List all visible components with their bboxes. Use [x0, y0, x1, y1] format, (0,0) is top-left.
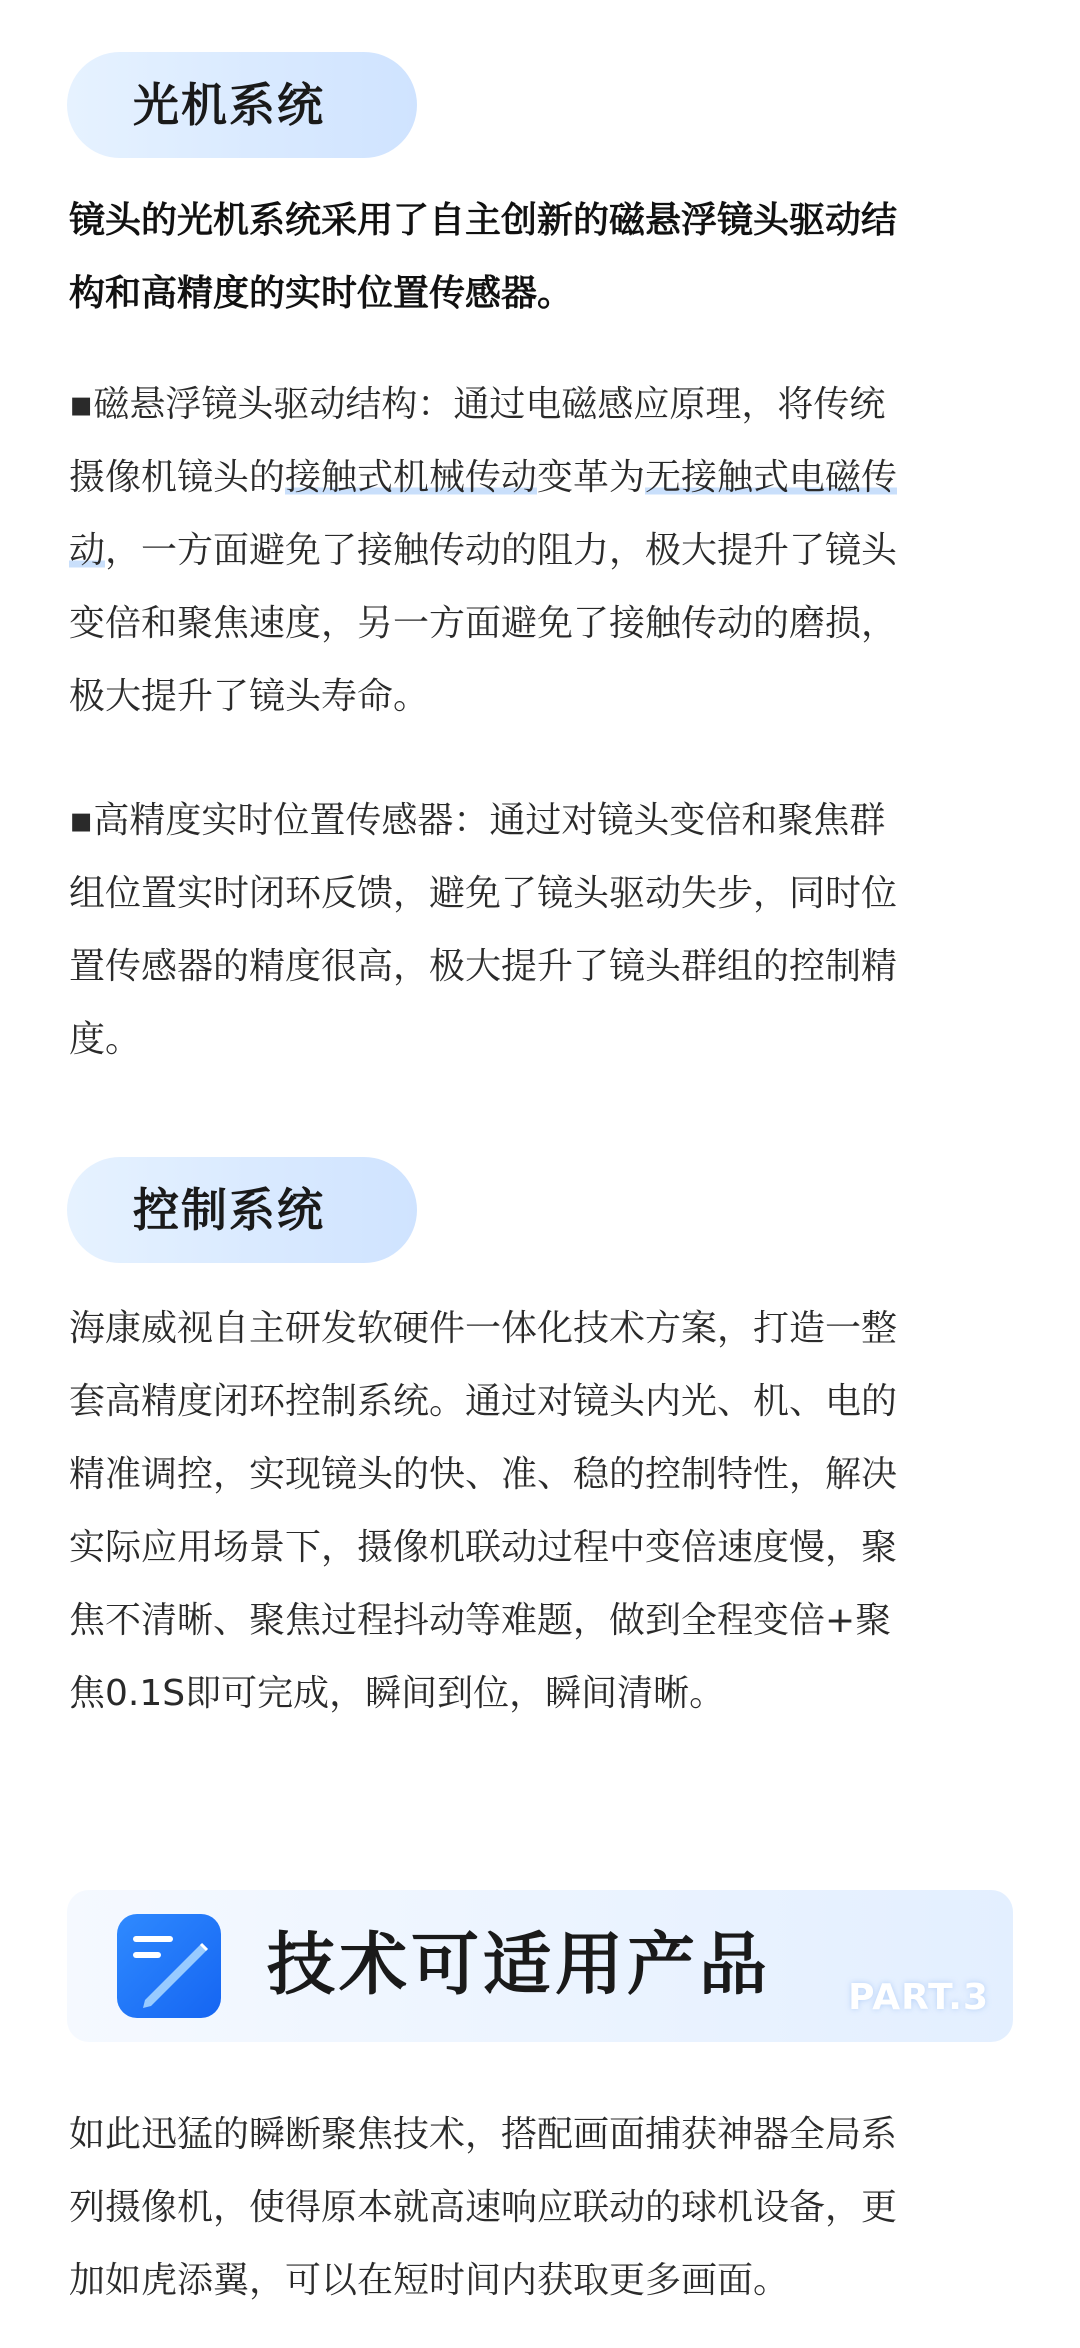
highlighted-phrase: 动: [69, 530, 106, 571]
text-line: 焦不清晰、聚焦过程抖动等难题，做到全程变倍+聚: [69, 1600, 892, 1641]
text-line: 套高精度闭环控制系统。通过对镜头内光、机、电的: [69, 1381, 898, 1422]
text-line: ▪高精度实时位置传感器：通过对镜头变倍和聚焦群: [69, 800, 886, 841]
section-heading-control: [67, 1157, 417, 1263]
text-line: 构和高精度的实时位置传感器。: [69, 273, 574, 314]
highlighted-phrase: 无接触式电磁传: [645, 457, 898, 498]
bullet-paragraph-maglev: [69, 368, 1019, 733]
text-line: 组位置实时闭环反馈，避免了镜头驱动失步，同时位: [69, 873, 898, 914]
text-line: 镜头的光机系统采用了自主创新的磁悬浮镜头驱动结: [69, 200, 898, 241]
section-heading-optomechanical: [67, 52, 417, 158]
text-line: 海康威视自主研发软硬件一体化技术方案，打造一整: [69, 1308, 898, 1349]
section-title: 光机系统: [133, 78, 325, 132]
section-title: 控制系统: [133, 1183, 325, 1237]
intro-paragraph: [69, 184, 1019, 330]
text-line: 实际应用场景下，摄像机联动过程中变倍速度慢，聚: [69, 1527, 898, 1568]
text-line: 焦0.1S即可完成，瞬间到位，瞬间清晰。: [69, 1673, 726, 1714]
banner-part-label: PART.3: [848, 1977, 989, 2018]
control-paragraph: [69, 1292, 1019, 1730]
text-line: 极大提升了镜头寿命。: [69, 676, 430, 717]
text-line: ▪磁悬浮镜头驱动结构：通过电磁感应原理，将传统: [69, 384, 886, 425]
highlighted-phrase: 接触式机械传动: [285, 457, 538, 498]
text-line: 加如虎添翼，可以在短时间内获取更多画面。: [69, 2260, 790, 2301]
text-line: 置传感器的精度很高，极大提升了镜头群组的控制精: [69, 946, 898, 987]
text-line: 动，一方面避免了接触传动的阻力，极大提升了镜头: [69, 530, 898, 571]
text-line: 变倍和聚焦速度，另一方面避免了接触传动的磨损，: [69, 603, 898, 644]
banner-title: 技术可适用产品: [267, 1926, 772, 2005]
text-line: 列摄像机，使得原本就高速响应联动的球机设备，更: [69, 2187, 898, 2228]
text-line: 度。: [69, 1019, 142, 1060]
section-banner-part3: [67, 1890, 1013, 2042]
document-edit-icon: [117, 1914, 221, 2018]
text-line: 摄像机镜头的接触式机械传动变革为无接触式电磁传: [69, 457, 898, 498]
products-paragraph: [69, 2098, 1019, 2317]
bullet-paragraph-sensor: [69, 784, 1019, 1076]
text-line: 精准调控，实现镜头的快、准、稳的控制特性，解决: [69, 1454, 898, 1495]
text-line: 如此迅猛的瞬断聚焦技术，搭配画面捕获神器全局系: [69, 2114, 898, 2155]
